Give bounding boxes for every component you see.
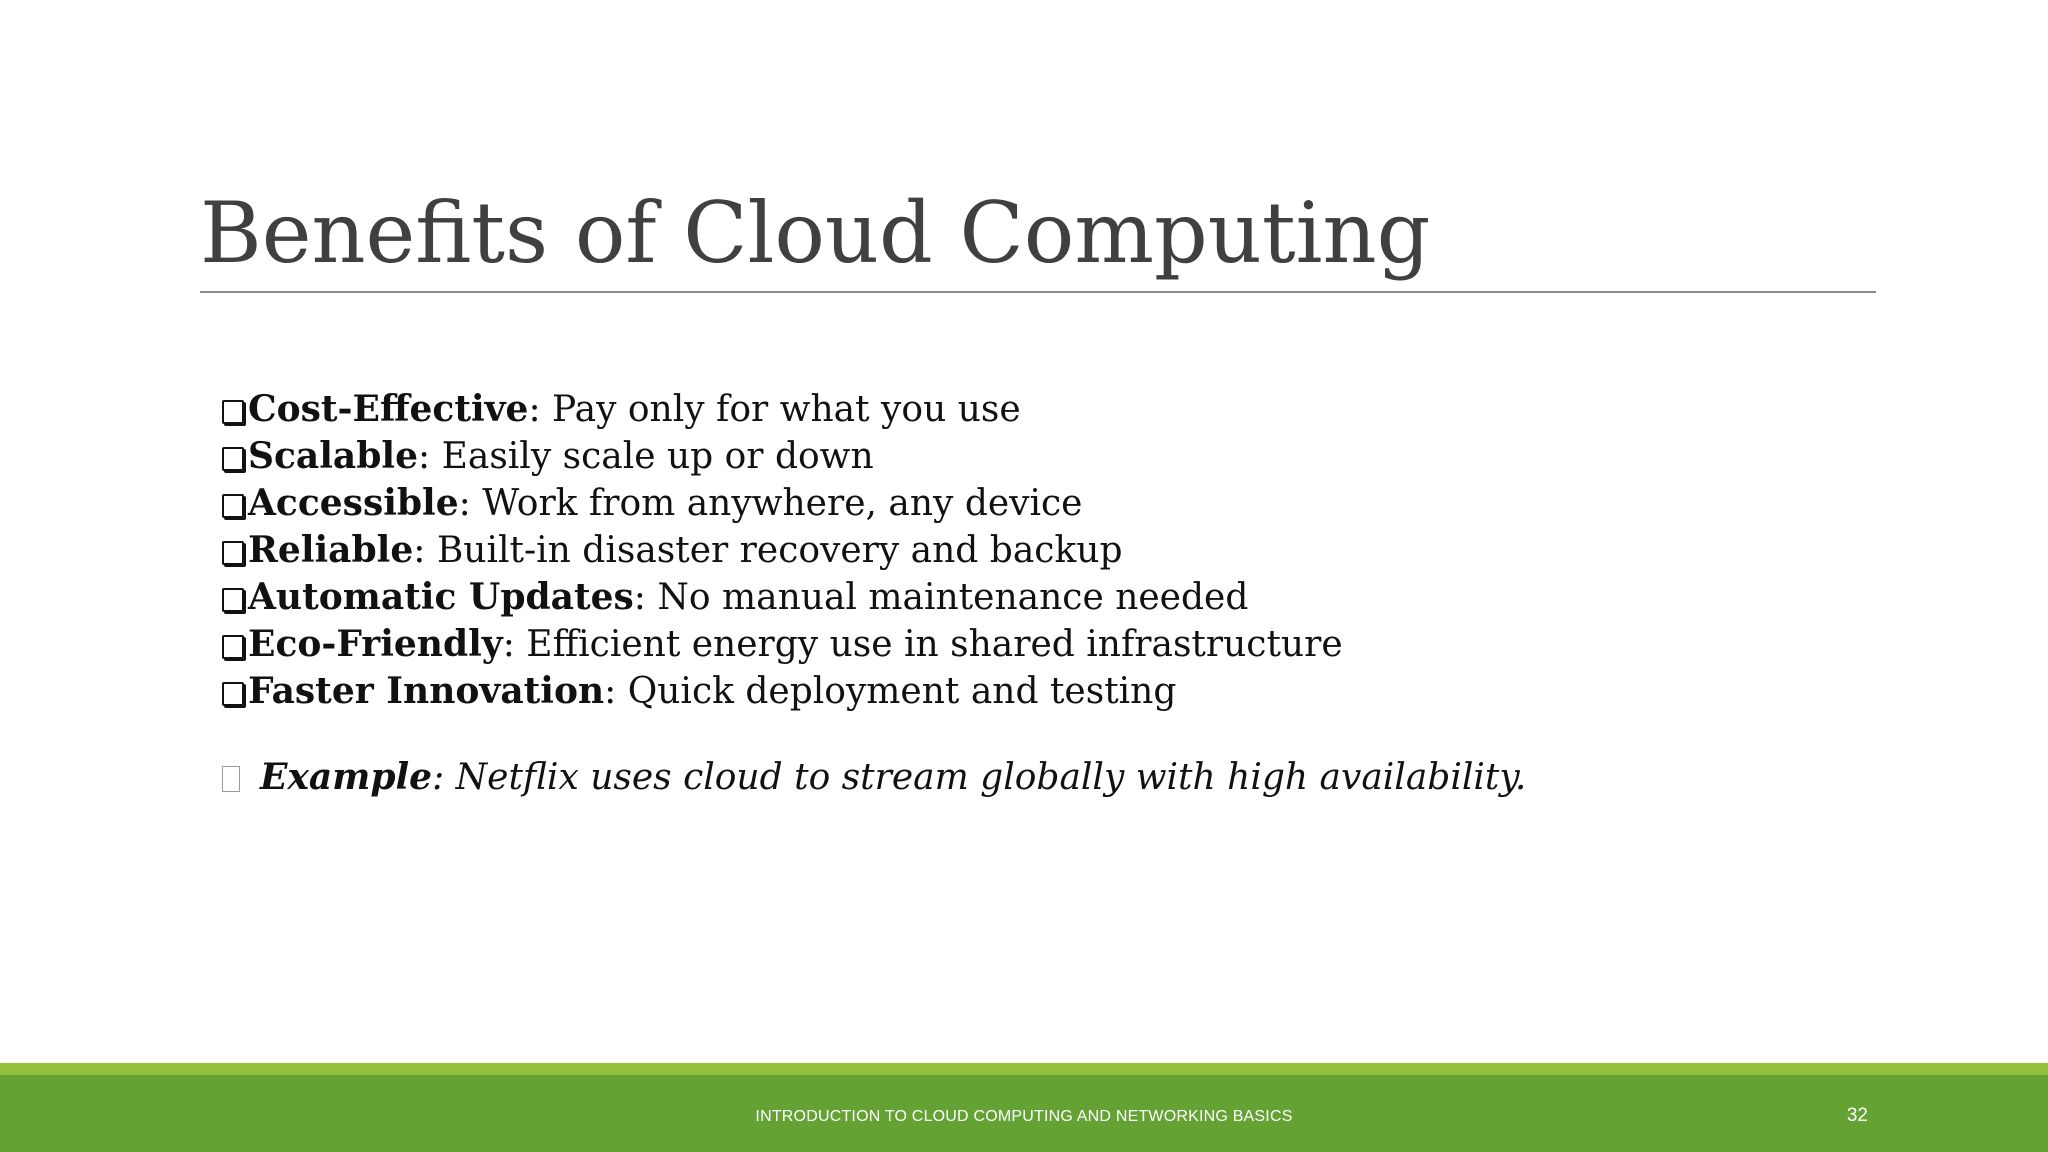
benefits-list bbox=[222, 386, 1343, 715]
square-box-icon bbox=[222, 635, 244, 659]
benefit-description: : Pay only for what you use bbox=[528, 389, 1021, 430]
example-term: Example bbox=[260, 756, 433, 798]
square-box-icon bbox=[222, 494, 244, 518]
benefit-term: Cost-Effective bbox=[248, 388, 529, 430]
footer-accent-stripe bbox=[0, 1063, 2048, 1075]
benefit-description: : Efficient energy use in shared infrastructure bbox=[502, 624, 1343, 665]
square-box-icon bbox=[222, 447, 244, 471]
footer-title: INTRODUCTION TO CLOUD COMPUTING AND NETWORKING BASICS bbox=[755, 1108, 1293, 1125]
example-line bbox=[222, 754, 1526, 801]
square-box-icon bbox=[222, 682, 244, 706]
list-item bbox=[222, 621, 1343, 668]
list-item bbox=[222, 574, 1343, 621]
benefit-description: : No manual maintenance needed bbox=[633, 577, 1249, 618]
missing-glyph-icon bbox=[222, 766, 240, 792]
list-item bbox=[222, 527, 1343, 574]
page-number: 32 bbox=[1846, 1105, 1868, 1126]
example-text: : Netflix uses cloud to stream globally with high availability. bbox=[432, 757, 1527, 798]
benefit-term: Scalable bbox=[248, 435, 418, 477]
slide-title: Benefits of Cloud Computing bbox=[200, 184, 1431, 282]
benefit-term: Eco-Friendly bbox=[248, 623, 503, 665]
square-box-icon bbox=[222, 588, 244, 612]
benefit-description: : Easily scale up or down bbox=[418, 436, 874, 477]
title-divider bbox=[200, 291, 1876, 293]
benefit-description: : Built-in disaster recovery and backup bbox=[413, 530, 1123, 571]
list-item bbox=[222, 386, 1343, 433]
benefit-description: : Quick deployment and testing bbox=[604, 671, 1177, 712]
benefit-term: Faster Innovation bbox=[248, 670, 605, 712]
list-item bbox=[222, 480, 1343, 527]
square-box-icon bbox=[222, 400, 244, 424]
benefit-term: Accessible bbox=[248, 482, 459, 524]
benefit-description: : Work from anywhere, any device bbox=[458, 483, 1083, 524]
benefit-term: Automatic Updates bbox=[248, 576, 634, 618]
square-box-icon bbox=[222, 541, 244, 565]
list-item bbox=[222, 433, 1343, 480]
benefit-term: Reliable bbox=[248, 529, 414, 571]
list-item bbox=[222, 668, 1343, 715]
